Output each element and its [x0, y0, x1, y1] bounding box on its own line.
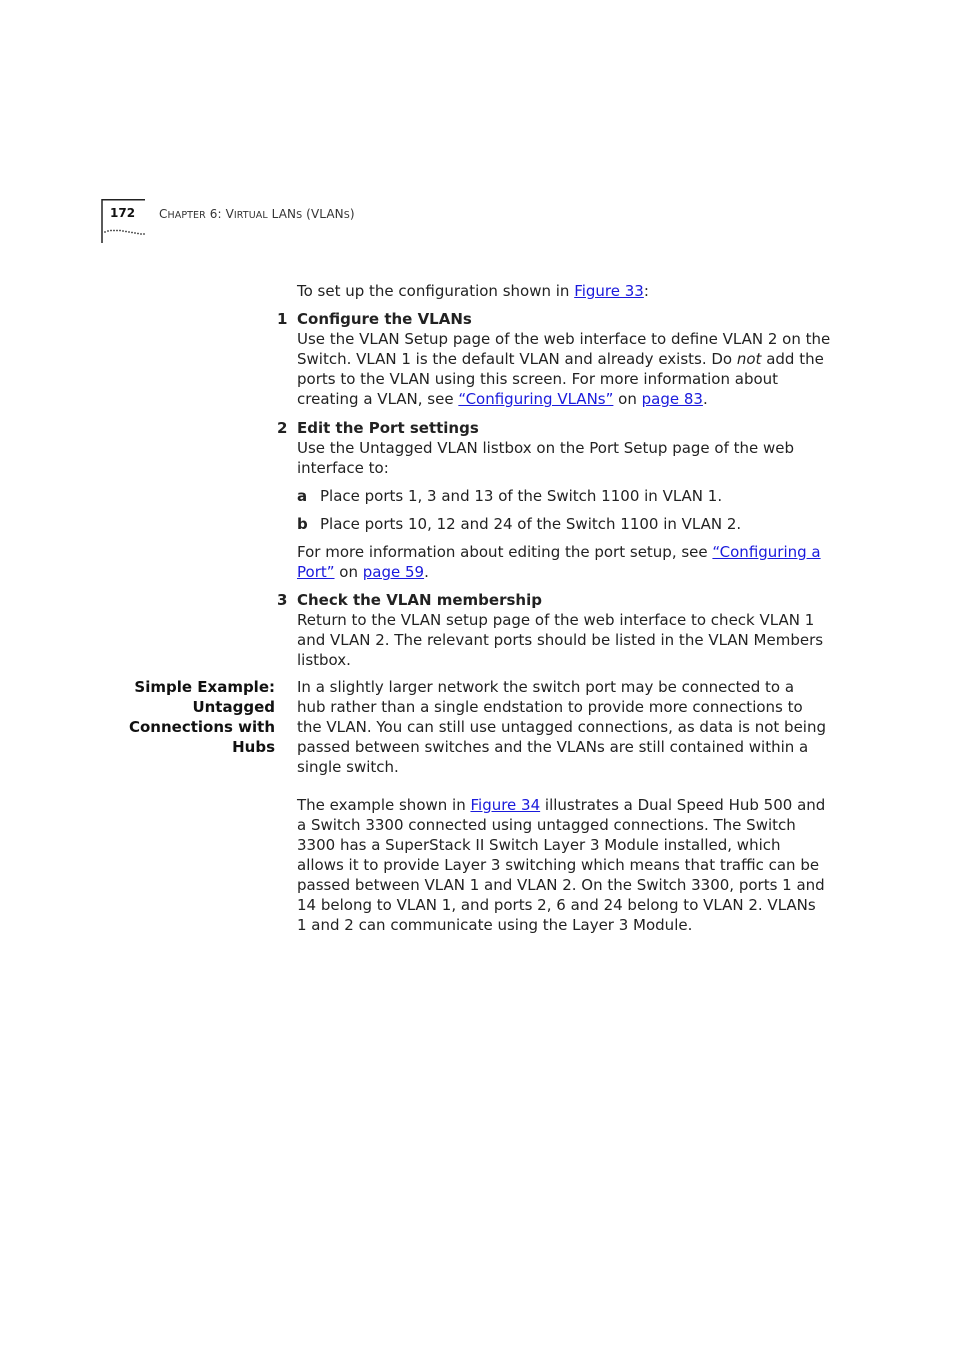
step-body: [297, 329, 837, 409]
heading-line: Hubs: [232, 738, 275, 756]
step-number: 2: [277, 419, 288, 437]
sub-step-letter: a: [297, 487, 308, 505]
step-body-text: .: [702, 390, 708, 408]
section-paragraph-1: In a slightly larger network the switch port may be connected to a hub rather than a single endstation to provide more connections to the VLAN. You can still use untagged connections, as data is not being passed between switches and the VLANs are still contained within a single switch.: [297, 678, 826, 776]
section-heading: [100, 677, 275, 757]
intro-text: To set up the configuration shown in: [297, 282, 575, 300]
step-title: Edit the Port settings: [297, 419, 479, 437]
step-body-text: Use the VLAN Setup page of the web interface to define VLAN 2 on the Switch. VLAN 1 is the default VLAN and already exists. Do: [297, 330, 831, 368]
step-number: 3: [277, 591, 288, 609]
page-83-link[interactable]: page 83: [641, 390, 703, 408]
step-2: [297, 418, 837, 478]
figure-34-link[interactable]: Figure 34: [470, 796, 541, 814]
chapter-title-part: C: [159, 207, 168, 221]
more-info-text: .: [424, 563, 429, 581]
paragraph-text: The example shown in: [297, 796, 471, 814]
step-2-more-info: [297, 542, 837, 582]
page-59-link[interactable]: page 59: [362, 563, 425, 581]
chapter-title-part: ): [349, 207, 355, 221]
chapter-title-part: 6: V: [205, 207, 234, 221]
step-body: Use the Untagged VLAN listbox on the Port Setup page of the web interface to:: [297, 439, 795, 477]
step-number: 1: [277, 310, 288, 328]
chapter-title-part: (VLAN: [302, 207, 344, 221]
chapter-title-part: IRTUAL: [233, 210, 268, 221]
emphasis-text: not: [736, 350, 762, 368]
section-paragraph-2: [297, 795, 827, 935]
more-info-text: For more information about editing the port setup, see: [297, 543, 713, 561]
configuring-a-port-link[interactable]: “Configuring a Port”: [297, 543, 821, 581]
step-body: Return to the VLAN setup page of the web interface to check VLAN 1 and VLAN 2. The relevant ports should be listed in the VLAN Members listbox.: [297, 611, 824, 669]
intro-paragraph: [297, 281, 837, 301]
chapter-title-part: LAN: [267, 207, 297, 221]
intro-punct: :: [643, 282, 649, 300]
step-3: [297, 590, 837, 670]
page-number: 172: [110, 206, 136, 220]
configuring-vlans-link[interactable]: “Configuring VLANs”: [458, 390, 614, 408]
step-1: [297, 309, 837, 409]
step-title: Check the VLAN membership: [297, 591, 542, 609]
heading-line: Untagged: [192, 698, 275, 716]
figure-33-link[interactable]: Figure 33: [574, 282, 644, 300]
sub-step-text: Place ports 10, 12 and 24 of the Switch 1100 in VLAN 2.: [320, 515, 742, 533]
heading-line: Simple Example:: [134, 678, 275, 696]
step-body-text: add the ports to the VLAN using this screen. For more information about creating a VLAN, see: [297, 350, 824, 408]
running-header: [159, 207, 355, 221]
sub-step-text: Place ports 1, 3 and 13 of the Switch 1100 in VLAN 1.: [320, 487, 723, 505]
sub-step-letter: b: [297, 515, 308, 533]
step-title: Configure the VLANs: [297, 310, 472, 328]
heading-line: Connections with: [128, 718, 275, 736]
paragraph-text: illustrates a Dual Speed Hub 500 and a Switch 3300 connected using untagged connections. The Switch 3300 has a SuperStack II Switch Layer 3 Module installed, which allows it to provide Layer 3 switching which means that traffic can be passed between VLAN 1 and VLAN 2. On the Switch 3300, ports 1 and 14 belong to VLAN 1, and ports 2, 6 and 24 belong to VLAN 2. VLANs 1 and 2 can communicate using the Layer 3 Module.: [297, 796, 826, 934]
more-info-text: on: [334, 563, 363, 581]
chapter-title-part: S: [296, 210, 303, 221]
step-body-text: on: [613, 390, 642, 408]
chapter-title-part: S: [343, 210, 350, 221]
chapter-title-part: HAPTER: [167, 210, 206, 221]
